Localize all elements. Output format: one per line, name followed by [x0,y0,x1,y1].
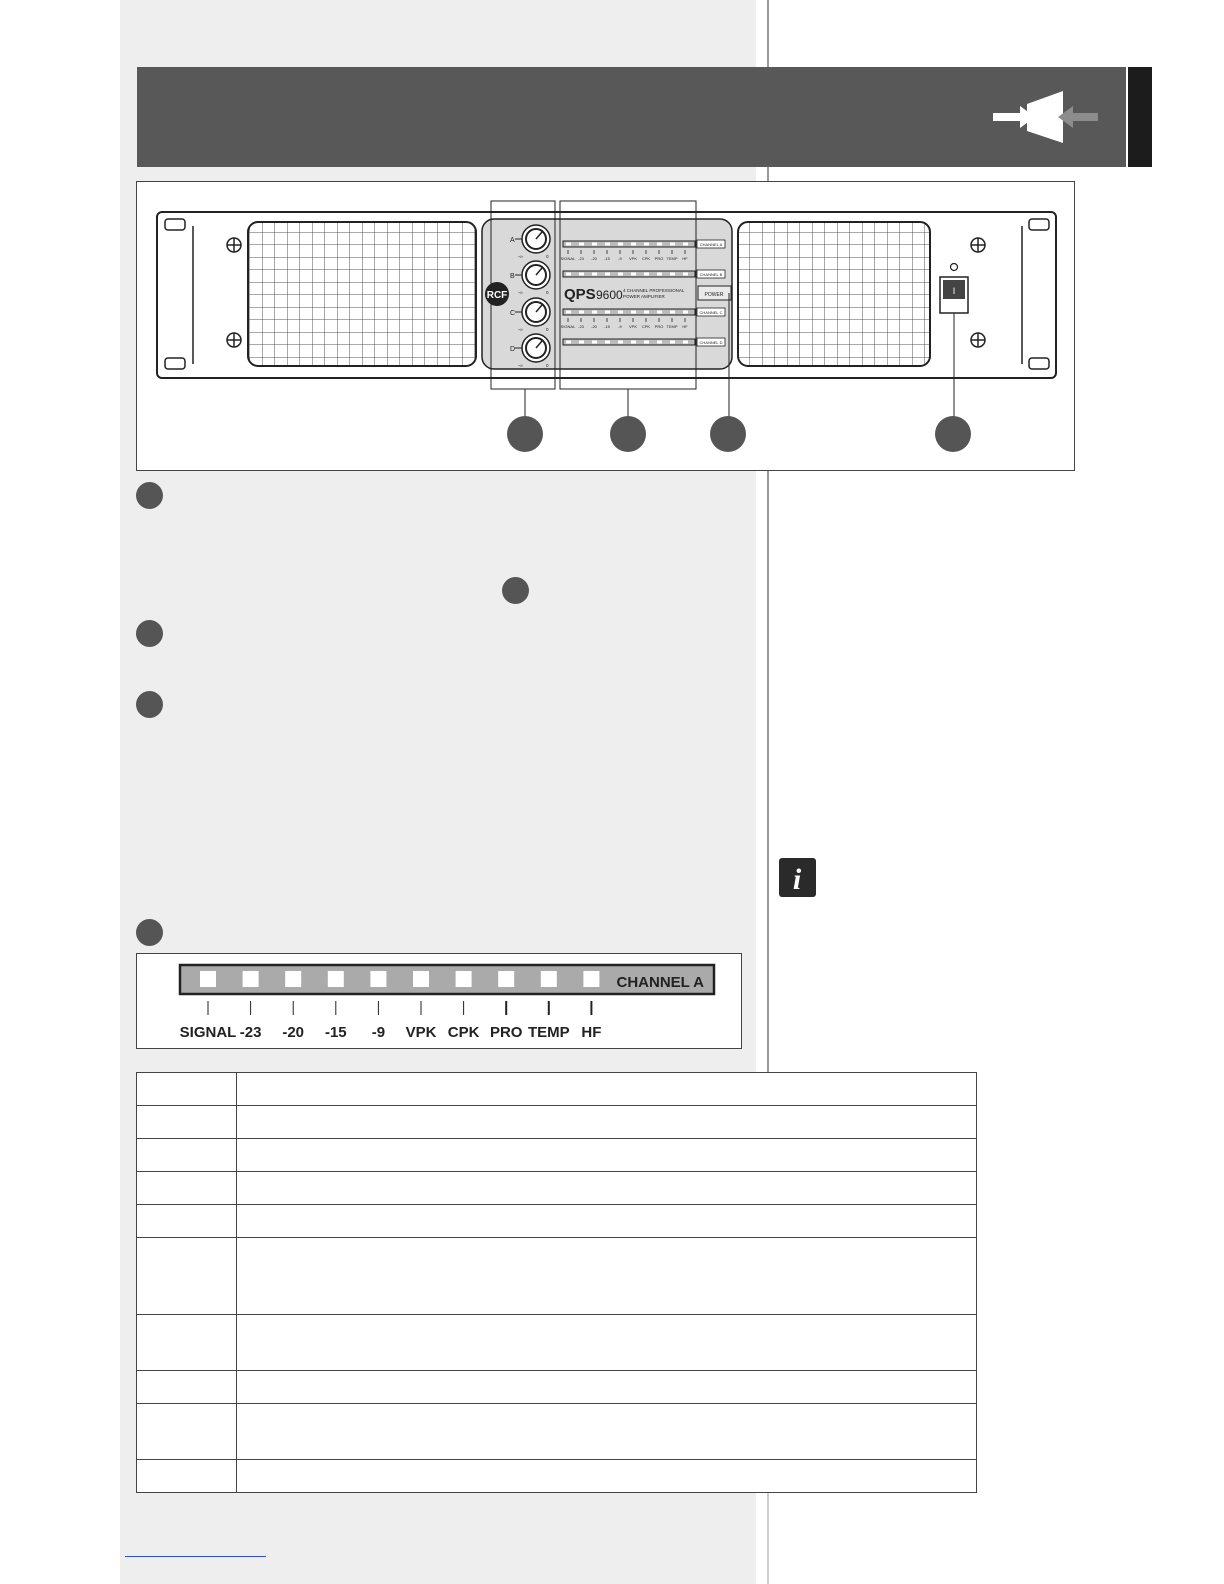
table-cell [137,1371,237,1404]
meter-led [583,971,599,987]
table-cell [237,1139,977,1172]
meter-scale-label: -23 [578,324,584,329]
meter-led [592,311,597,314]
meter-led [200,971,216,987]
meter-scale-label: PRO [654,256,664,261]
meter-led [328,971,344,987]
meter-scale-label: -20 [591,256,597,261]
meter-led [566,311,571,314]
meter-scale-label: TEMP [666,324,678,329]
table-row [137,1073,977,1106]
table-cell [237,1172,977,1205]
meter-scale-label: -23 [239,1024,262,1041]
meter-led [605,311,610,314]
table-cell [137,1404,237,1460]
front-panel-figure [136,181,1075,471]
gain-min-label: -∞ [518,327,523,332]
table-row [137,1205,977,1238]
spec-table [136,1072,977,1493]
meter-scale-label: -9 [618,324,622,329]
table-row [137,1371,977,1404]
meter-scale-label: VPK [405,1024,437,1041]
callout-marker [610,416,646,452]
table-cell [237,1315,977,1371]
rcf-logo-text: RCF [486,290,508,301]
gain-max-label: 0 [546,290,549,295]
meter-led [592,273,597,276]
meter-scale-label: TEMP [666,256,678,261]
table-cell [237,1404,977,1460]
meter-led [605,273,610,276]
table-row [137,1139,977,1172]
table-cell [137,1139,237,1172]
table-cell [137,1315,237,1371]
power-switch-symbol: I [952,286,956,296]
footer-link-underline[interactable] [125,1556,266,1557]
meter-scale-label: SIGNAL [179,1024,237,1041]
input-arrows-icon [990,88,1100,146]
meter-led [618,341,623,344]
gain-knob-label: C [510,310,516,317]
gain-knob-label: D [510,346,516,353]
meter-led [285,971,301,987]
model-number: 9600 [596,288,623,302]
gain-max-label: 0 [546,254,549,259]
meter-led [644,243,649,246]
led-meter-drawing [137,954,743,1050]
section-bullet [136,482,163,509]
power-label: POWER [704,292,724,298]
meter-led [644,311,649,314]
meter-led [657,273,662,276]
table-cell [237,1460,977,1493]
front-panel-drawing [137,182,1076,472]
meter-led [670,273,675,276]
svg-text:i: i [792,863,802,896]
meter-led [631,273,636,276]
meter-led [566,243,571,246]
meter-led [657,311,662,314]
meter-led [683,243,688,246]
table-cell [237,1205,977,1238]
meter-scale-label: -20 [591,324,597,329]
section-bullet [136,919,163,946]
meter-led [618,243,623,246]
model-subtitle-2: POWER AMPLIFIER [623,294,665,299]
section-bullet [136,691,163,718]
meter-scale-label: -20 [282,1024,305,1041]
meter-scale-label: CPK [447,1024,480,1041]
meter-led [631,341,636,344]
table-row [137,1460,977,1493]
meter-scale-label: -23 [578,256,584,261]
meter-scale-label: HF [682,256,688,261]
model-name: QPS [564,286,596,303]
meter-scale-label: -9 [618,256,622,261]
gain-min-label: -∞ [518,254,523,259]
table-cell [237,1371,977,1404]
meter-led [670,243,675,246]
meter-led [592,243,597,246]
right-vent-grille [738,222,930,366]
gain-knob-label: A [510,237,515,244]
meter-scale-label: PRO [654,324,664,329]
meter-led [631,311,636,314]
gain-min-label: -∞ [518,290,523,295]
table-cell [137,1460,237,1493]
meter-led [579,311,584,314]
meter-led [683,273,688,276]
section-header-bar [137,67,1126,167]
gain-max-label: 0 [546,327,549,332]
meter-led [683,341,688,344]
meter-led [670,341,675,344]
table-row [137,1106,977,1139]
meter-led [657,243,662,246]
gain-max-label: 0 [546,363,549,368]
callout-marker [935,416,971,452]
channel-label: CHANNEL C [699,310,723,315]
gain-knob-label: B [510,273,515,280]
meter-led [670,311,675,314]
meter-scale-label: SIGNAL [560,324,576,329]
left-vent-grille [248,222,476,366]
table-cell [137,1172,237,1205]
meter-scale-label: -15 [604,324,610,329]
meter-led [683,311,688,314]
channel-label: CHANNEL A [699,242,723,247]
meter-led [592,341,597,344]
meter-scale-label: HF [682,324,688,329]
meter-led [498,971,514,987]
callout-marker [507,416,543,452]
led-meter-detail [136,953,742,1049]
meter-led [413,971,429,987]
meter-scale-label: SIGNAL [560,256,576,261]
meter-led [370,971,386,987]
meter-scale-label: -15 [604,256,610,261]
meter-scale-label: CPK [641,324,651,329]
table-cell [137,1073,237,1106]
meter-led [618,273,623,276]
table-cell [237,1073,977,1106]
meter-led [644,273,649,276]
table-row [137,1238,977,1315]
meter-scale-label: VPK [628,324,638,329]
table-row [137,1315,977,1371]
meter-scale-label: -9 [371,1024,386,1041]
meter-led [657,341,662,344]
meter-led [579,243,584,246]
meter-scale-label: PRO [489,1024,523,1041]
gain-min-label: -∞ [518,363,523,368]
model-subtitle-1: 4 CHANNEL PROFESSIONAL [623,288,685,293]
table-row [137,1404,977,1460]
meter-scale-label: HF [581,1024,602,1041]
channel-label: CHANNEL B [699,272,723,277]
table-cell [237,1106,977,1139]
meter-led [579,273,584,276]
meter-led [579,341,584,344]
meter-led [243,971,259,987]
meter-led [644,341,649,344]
meter-led [566,341,571,344]
table-row [137,1172,977,1205]
callout-marker [710,416,746,452]
table-cell [237,1238,977,1315]
meter-led [541,971,557,987]
section-bullet [502,577,529,604]
meter-scale-label: TEMP [527,1024,570,1041]
table-cell [137,1238,237,1315]
meter-scale-label: VPK [628,256,638,261]
section-tab-marker [1128,67,1152,167]
meter-led [631,243,636,246]
meter-led [605,243,610,246]
table-cell [137,1106,237,1139]
channel-meter-d [563,338,725,346]
table-cell [137,1205,237,1238]
meter-scale-label: CPK [641,256,651,261]
meter-scale-label: -15 [324,1024,347,1041]
meter-led [566,273,571,276]
channel-label: CHANNEL D [699,340,723,345]
meter-channel-label: CHANNEL A [616,974,704,991]
meter-led [618,311,623,314]
meter-led [456,971,472,987]
meter-led [605,341,610,344]
section-bullet [136,620,163,647]
channel-meter-b [563,270,725,278]
info-icon [779,858,816,897]
